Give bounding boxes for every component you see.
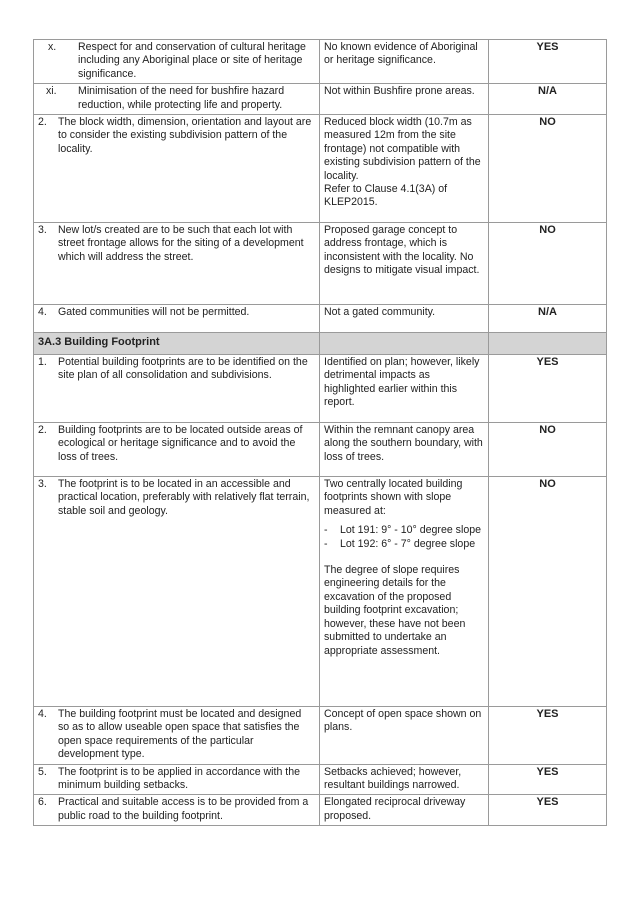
table-row bbox=[34, 40, 607, 84]
list-item: - Lot 191: 9° - 10° degree slope bbox=[324, 524, 484, 537]
comment-cell bbox=[320, 477, 489, 707]
comment-text: Not within Bushfire prone areas. bbox=[324, 85, 475, 98]
compliance-cell: YES bbox=[489, 355, 607, 423]
requirement-text: Minimisation of the need for bushfire hazard reduction, while protecting life and property. bbox=[78, 85, 285, 111]
requirement-text: Practical and suitable access is to be provided from a public road to the building footprint. bbox=[58, 796, 309, 822]
requirement-text: Building footprints are to be located outside areas of ecological or heritage significance and to avoid the loss of trees. bbox=[58, 424, 303, 463]
table-row bbox=[34, 477, 607, 707]
requirement-cell bbox=[34, 355, 320, 423]
table-row bbox=[34, 305, 607, 333]
item-number: 1. bbox=[38, 356, 47, 369]
table-row bbox=[34, 115, 607, 223]
comment-text: Not a gated community. bbox=[324, 306, 436, 319]
table-row bbox=[34, 355, 607, 423]
heading-blank-cell bbox=[489, 333, 607, 355]
item-number: 4. bbox=[38, 306, 47, 319]
item-number: xi. bbox=[46, 85, 57, 98]
comment-cell bbox=[320, 764, 489, 795]
comment-text: Two centrally located building footprints shown with slope measured at: bbox=[324, 478, 463, 517]
item-number: 3. bbox=[38, 224, 47, 237]
requirement-cell bbox=[34, 764, 320, 795]
compliance-cell: NO bbox=[489, 223, 607, 305]
requirement-cell bbox=[34, 305, 320, 333]
clause-reference: Refer to Clause 4.1(3A) of KLEP2015. bbox=[324, 183, 448, 209]
comment-cell bbox=[320, 707, 489, 765]
comment-text: Elongated reciprocal driveway proposed. bbox=[324, 796, 466, 822]
item-number: 2. bbox=[38, 424, 47, 437]
comment-text: No known evidence of Aboriginal or heritage significance. bbox=[324, 41, 478, 67]
section-heading-row bbox=[34, 333, 607, 355]
compliance-cell: NO bbox=[489, 423, 607, 477]
comment-text: Setbacks achieved; however, resultant buildings narrowed. bbox=[324, 765, 462, 792]
comment-cell bbox=[320, 223, 489, 305]
table-row bbox=[34, 84, 607, 115]
comment-text: Proposed garage concept to address frontage, which is inconsistent with the locality. No designs to mitigate visual impact. bbox=[324, 224, 480, 277]
compliance-cell: YES bbox=[489, 795, 607, 826]
comment-cell bbox=[320, 84, 489, 115]
requirement-text: The block width, dimension, orientation and layout are to consider the existing subdivision pattern of the locality. bbox=[58, 116, 312, 155]
table-row bbox=[34, 707, 607, 765]
requirement-cell bbox=[34, 115, 320, 223]
requirement-cell bbox=[34, 477, 320, 707]
requirement-text: The footprint is to be applied in accordance with the minimum building setbacks. bbox=[58, 765, 301, 792]
requirement-text: New lot/s created are to be such that each lot with street frontage allows for the siting of a development which will address the street. bbox=[58, 224, 304, 263]
table-row bbox=[34, 223, 607, 305]
list-item: - Lot 192: 6° - 7° degree slope bbox=[324, 538, 484, 551]
item-number: 3. bbox=[38, 478, 47, 491]
requirement-text: Respect for and conservation of cultural heritage including any Aboriginal place or site of heritage significance. bbox=[78, 41, 306, 80]
comment-text: Reduced block width (10.7m as measured 12m from the site frontage) not compatible with existing subdivision pattern of the locality. bbox=[324, 116, 481, 182]
comment-cell bbox=[320, 40, 489, 84]
requirement-text: Gated communities will not be permitted. bbox=[58, 306, 250, 319]
compliance-cell: NO bbox=[489, 477, 607, 707]
item-number: 6. bbox=[38, 796, 47, 809]
comment-cell bbox=[320, 423, 489, 477]
item-number: x. bbox=[48, 41, 57, 53]
requirement-cell bbox=[34, 223, 320, 305]
comment-cell bbox=[320, 795, 489, 826]
comment-text: Identified on plan; however, likely detrimental impacts as highlighted earlier within this report. bbox=[324, 356, 480, 409]
comment-text: Within the remnant canopy area along the southern boundary, with loss of trees. bbox=[324, 424, 483, 463]
requirement-cell bbox=[34, 40, 320, 84]
requirement-text: Potential building footprints are to be identified on the site plan of all consolidation and subdivisions. bbox=[58, 356, 308, 382]
comment-text: Concept of open space shown on plans. bbox=[324, 708, 482, 734]
requirement-text: The building footprint must be located and designed so as to allow useable open space that satisfies the open space requirements of the particular development type. bbox=[58, 708, 302, 761]
compliance-cell: YES bbox=[489, 40, 607, 84]
item-number: 4. bbox=[38, 708, 47, 721]
comment-cell bbox=[320, 355, 489, 423]
compliance-cell: YES bbox=[489, 764, 607, 795]
comment-cell bbox=[320, 305, 489, 333]
table-row bbox=[34, 795, 607, 826]
comment-text: The degree of slope requires engineering details for the excavation of the proposed building footprint excavation; however, these have not been submitted to undertake an appropriate assessment. bbox=[324, 564, 466, 657]
requirement-cell bbox=[34, 707, 320, 765]
table-row bbox=[34, 423, 607, 477]
compliance-cell: NO bbox=[489, 115, 607, 223]
section-heading: 3A.3 Building Footprint bbox=[34, 333, 320, 355]
item-number: 5. bbox=[38, 765, 47, 778]
compliance-cell: YES bbox=[489, 707, 607, 765]
slope-list bbox=[324, 524, 484, 551]
requirement-cell bbox=[34, 423, 320, 477]
item-number: 2. bbox=[38, 116, 47, 129]
requirement-cell bbox=[34, 795, 320, 826]
table-row bbox=[34, 764, 607, 795]
compliance-cell: N/A bbox=[489, 305, 607, 333]
requirement-text: The footprint is to be located in an accessible and practical location, preferably with relatively flat terrain, stable soil and geology. bbox=[58, 478, 310, 517]
heading-blank-cell bbox=[320, 333, 489, 355]
compliance-cell: N/A bbox=[489, 84, 607, 115]
compliance-table bbox=[33, 39, 607, 826]
comment-cell bbox=[320, 115, 489, 223]
requirement-cell bbox=[34, 84, 320, 115]
